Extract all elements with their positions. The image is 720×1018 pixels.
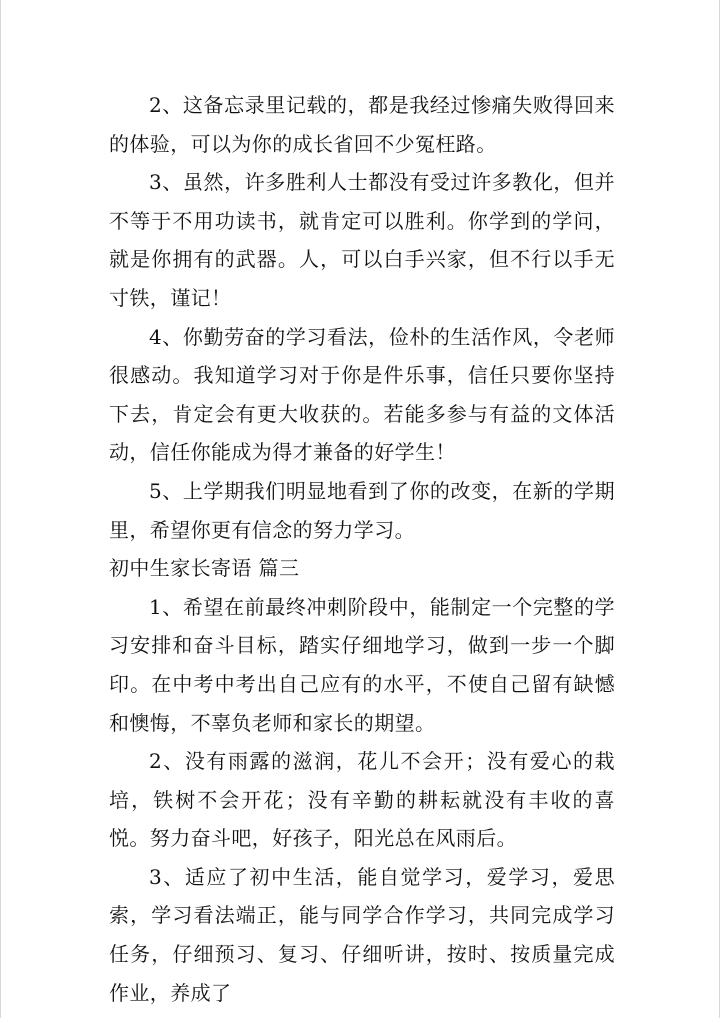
document-body — [109, 86, 615, 1012]
paragraph-item-5: 5、上学期我们明显地看到了你的改变，在新的学期里，希望你更有信念的努力学习。 — [109, 478, 615, 542]
paragraph-item-2b: 2、没有雨露的滋润，花儿不会开；没有爱心的栽培，铁树不会开花；没有辛勤的耕耘就没有丰收的喜悦。努力奋斗吧，好孩子，阳光总在风雨后。 — [109, 749, 615, 851]
paragraph-item-3: 3、虽然，许多胜利人士都没有受过许多教化，但并不等于不用功读书，就肯定可以胜利。你学到的学问，就是你拥有的武器。人，可以白手兴家，但不行以手无寸铁，谨记！ — [109, 170, 615, 310]
paragraph-item-2: 2、这备忘录里记载的，都是我经过惨痛失败得回来的体验，可以为你的成长省回不少冤枉路。 — [109, 93, 615, 156]
paragraph-item-4: 4、你勤劳奋的学习看法，俭朴的生活作风，令老师很感动。我知道学习对于你是件乐事，信任只要你坚持下去，肯定会有更大收获的。若能多参与有益的文体活动，信任你能成为得才兼备的好学生！ — [109, 324, 615, 465]
paragraph-item-3b: 3、适应了初中生活，能自觉学习，爱学习，爱思索，学习看法端正，能与同学合作学习，共同完成学习任务，仔细预习、复习、仔细听讲，按时、按质量完成作业，养成了 — [109, 864, 615, 1005]
paragraph-item-1: 1、希望在前最终冲刺阶段中，能制定一个完整的学习安排和奋斗目标，踏实仔细地学习，做到一步一个脚印。在中考中考出自己应有的水平，不使自己留有缺憾和懊悔，不辜负老师和家长的期望。 — [109, 594, 615, 735]
section-heading: 初中生家长寄语 篇三 — [109, 556, 300, 581]
